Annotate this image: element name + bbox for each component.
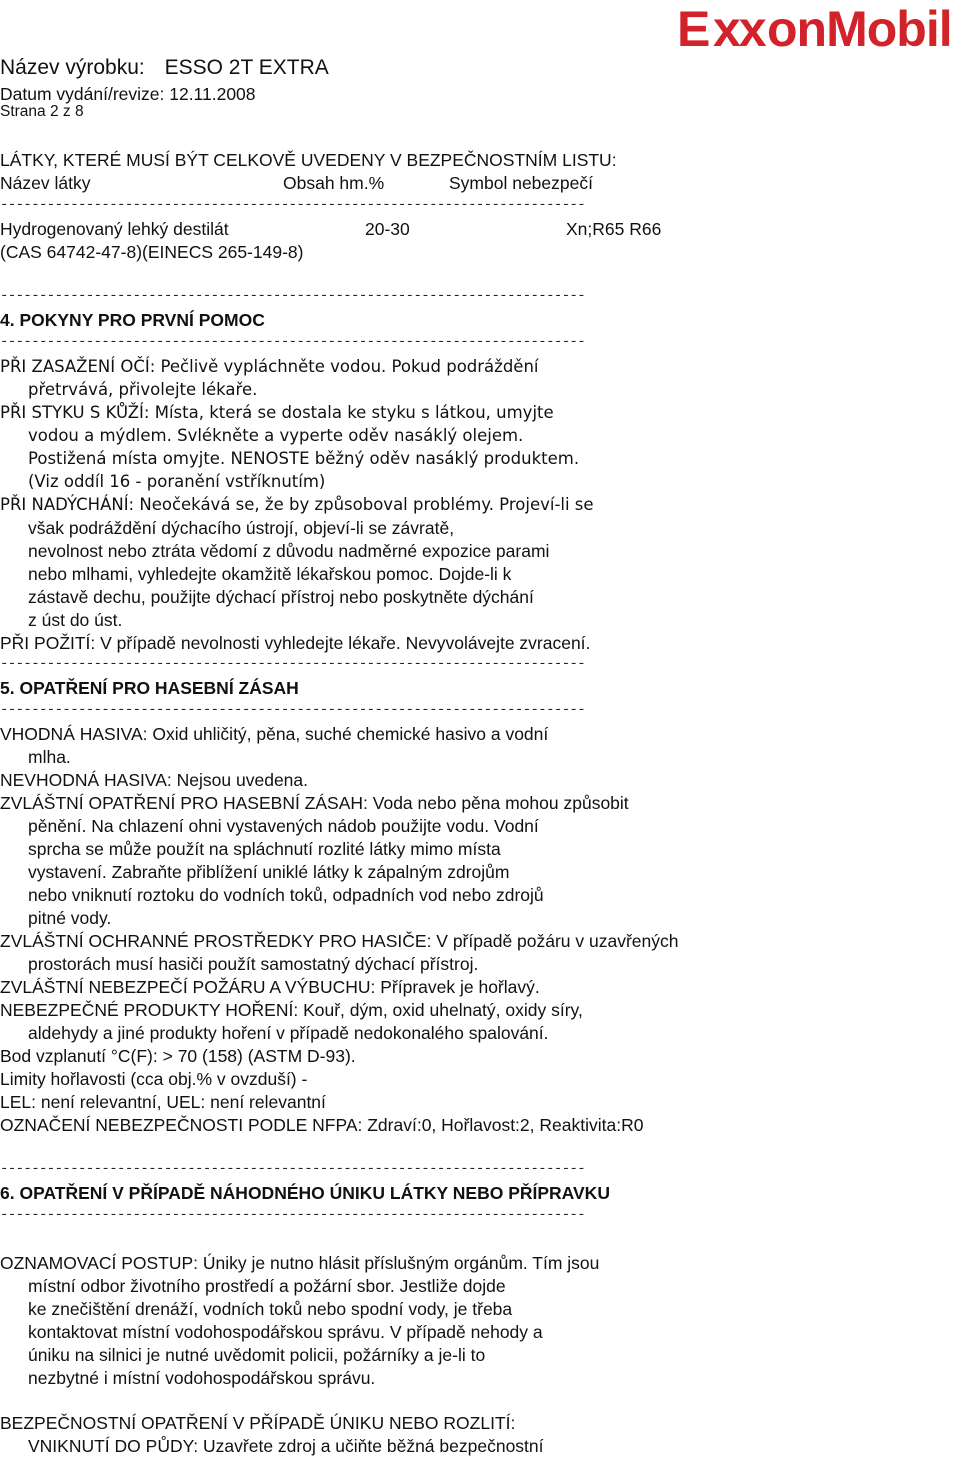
paragraph-line: Postižená místa omyjte. NENOSTE běžný oděv nasáklý produktem. bbox=[28, 449, 580, 468]
product-label: Název výrobku: bbox=[0, 56, 145, 79]
paragraph-line: ZVLÁŠTNÍ NEBEZPEČÍ POŽÁRU A VÝBUCHU: Přípravek je hořlavý. bbox=[0, 977, 540, 997]
col-content: Obsah hm.% bbox=[283, 173, 385, 193]
paragraph-line: vodou a mýdlem. Svlékněte a vyperte oděv nasáklý olejem. bbox=[28, 426, 524, 445]
paragraph-line: OZNAČENÍ NEBEZPEČNOSTI PODLE NFPA: Zdraví:0, Hořlavost:2, Reaktivita:R0 bbox=[0, 1115, 644, 1135]
paragraph-line: nevolnost nebo ztráta vědomí z důvodu nadměrné expozice parami bbox=[28, 541, 550, 561]
paragraph-line: nezbytné i místní vodohospodářskou správu. bbox=[28, 1368, 376, 1388]
paragraph-line: ZVLÁŠTNÍ OPATŘENÍ PRO HASEBNÍ ZÁSAH: Voda nebo pěna mohou způsobit bbox=[0, 793, 629, 813]
paragraph-line: sprcha se může použít na spláchnutí rozlité látky mimo místa bbox=[28, 839, 501, 859]
divider: --------------------------------------------------------------------------- bbox=[0, 334, 586, 350]
paragraph-line: PŘI ZASAŽENÍ OČÍ: Pečlivě vypláchněte vodou. Pokud podráždění bbox=[0, 357, 539, 376]
col-substance-name: Název látky bbox=[0, 173, 91, 193]
paragraph-line: LEL: není relevantní, UEL: není relevantní bbox=[0, 1092, 326, 1112]
section4-title: 4. POKYNY PRO PRVNÍ POMOC bbox=[0, 310, 265, 330]
divider: --------------------------------------------------------------------------- bbox=[0, 1161, 586, 1177]
product-name-line bbox=[0, 56, 329, 80]
paragraph-line: pěnění. Na chlazení ohni vystavených nádob použijte vodu. Vodní bbox=[28, 816, 539, 836]
paragraph-line: PŘI POŽITÍ: V případě nevolnosti vyhledejte lékaře. Nevyvolávejte zvracení. bbox=[0, 633, 591, 653]
paragraph-line: VNIKNUTÍ DO PŮDY: Uzavřete zdroj a učiňte běžná bezpečnostní bbox=[28, 1436, 544, 1456]
paragraph-line: zástavě dechu, použijte dýchací přístroj nebo poskytněte dýchání bbox=[28, 587, 534, 607]
paragraph-line: BEZPEČNOSTNÍ OPATŘENÍ V PŘÍPADĚ ÚNIKU NEBO ROZLITÍ: bbox=[0, 1413, 516, 1433]
paragraph-line: nebo mlhami, vyhledejte okamžitě lékařskou pomoc. Dojde-li k bbox=[28, 564, 512, 584]
svg-text:xx: xx bbox=[713, 1, 765, 57]
svg-text:E: E bbox=[677, 1, 710, 57]
paragraph-line: z úst do úst. bbox=[28, 610, 123, 630]
section3-title: LÁTKY, KTERÉ MUSÍ BÝT CELKOVĚ UVEDENY V BEZPEČNOSTNÍM LISTU: bbox=[0, 150, 617, 170]
page-number: Strana 2 z 8 bbox=[0, 103, 84, 120]
paragraph-line: VHODNÁ HASIVA: Oxid uhličitý, pěna, suché chemické hasivo a vodní bbox=[0, 724, 549, 744]
exxonmobil-logo bbox=[675, 0, 960, 58]
paragraph-line: pitné vody. bbox=[28, 908, 112, 928]
paragraph-line: Limity hořlavosti (cca obj.% v ovzduší) - bbox=[0, 1069, 308, 1089]
divider: --------------------------------------------------------------------------- bbox=[0, 656, 586, 672]
divider: --------------------------------------------------------------------------- bbox=[0, 288, 586, 304]
section5-title: 5. OPATŘENÍ PRO HASEBNÍ ZÁSAH bbox=[0, 678, 299, 698]
divider: --------------------------------------------------------------------------- bbox=[0, 197, 586, 213]
paragraph-line: prostorách musí hasiči použít samostatný dýchací přístroj. bbox=[28, 954, 479, 974]
paragraph-line: mlha. bbox=[28, 747, 71, 767]
paragraph-line: PŘI STYKU S KŮŽÍ: Místa, která se dostala ke styku s látkou, umyjte bbox=[0, 403, 554, 422]
paragraph-line: však podráždění dýchacího ústrojí, objeví-li se závratě, bbox=[28, 518, 455, 538]
paragraph-line: aldehydy a jiné produkty hoření v případě nedokonalého spalování. bbox=[28, 1023, 549, 1043]
substance-symbol: Xn;R65 R66 bbox=[566, 219, 662, 239]
table-header bbox=[0, 173, 960, 194]
col-hazard-symbol: Symbol nebezpečí bbox=[449, 173, 593, 193]
divider: --------------------------------------------------------------------------- bbox=[0, 702, 586, 718]
divider: --------------------------------------------------------------------------- bbox=[0, 1207, 586, 1223]
paragraph-line: úniku na silnici je nutné uvědomit policii, požárníky a je-li to bbox=[28, 1345, 486, 1365]
paragraph-line: ke znečištění drenáží, vodních toků nebo spodní vody, je třeba bbox=[28, 1299, 513, 1319]
substance-content: 20-30 bbox=[365, 219, 410, 239]
product-name: ESSO 2T EXTRA bbox=[164, 56, 329, 79]
issue-date: Datum vydání/revize: 12.11.2008 bbox=[0, 84, 256, 104]
paragraph-line: kontaktovat místní vodohospodářskou správu. V případě nehody a bbox=[28, 1322, 543, 1342]
substance-cas: (CAS 64742-47-8)(EINECS 265-149-8) bbox=[0, 242, 304, 262]
paragraph-line: místní odbor životního prostředí a požární sbor. Jestliže dojde bbox=[28, 1276, 506, 1296]
paragraph-line: PŘI NADÝCHÁNÍ: Neočekává se, že by způsoboval problémy. Projeví-li se bbox=[0, 495, 594, 514]
paragraph-line: NEBEZPEČNÉ PRODUKTY HOŘENÍ: Kouř, dým, oxid uhelnatý, oxidy síry, bbox=[0, 1000, 583, 1020]
paragraph-line: ZVLÁŠTNÍ OCHRANNÉ PROSTŘEDKY PRO HASIČE: V případě požáru v uzavřených bbox=[0, 931, 679, 951]
paragraph-line: vystavení. Zabraňte přiblížení uniklé látky k zápalným zdrojům bbox=[28, 862, 510, 882]
paragraph-line: přetrvává, přivolejte lékaře. bbox=[28, 380, 258, 399]
paragraph-line: NEVHODNÁ HASIVA: Nejsou uvedena. bbox=[0, 770, 309, 790]
svg-text:onMobil: onMobil bbox=[767, 1, 952, 57]
paragraph-line: Bod vzplanutí °C(F): > 70 (158) (ASTM D-93). bbox=[0, 1046, 356, 1066]
section6-title: 6. OPATŘENÍ V PŘÍPADĚ NÁHODNÉHO ÚNIKU LÁTKY NEBO PŘÍPRAVKU bbox=[0, 1183, 610, 1203]
table-row bbox=[0, 219, 960, 240]
paragraph-line: (Viz oddíl 16 - poranění vstříknutím) bbox=[28, 472, 326, 491]
substance-name: Hydrogenovaný lehký destilát bbox=[0, 219, 229, 239]
paragraph-line: nebo vniknutí roztoku do vodních toků, odpadních vod nebo zdrojů bbox=[28, 885, 544, 905]
paragraph-line: OZNAMOVACÍ POSTUP: Úniky je nutno hlásit příslušným orgánům. Tím jsou bbox=[0, 1253, 600, 1273]
